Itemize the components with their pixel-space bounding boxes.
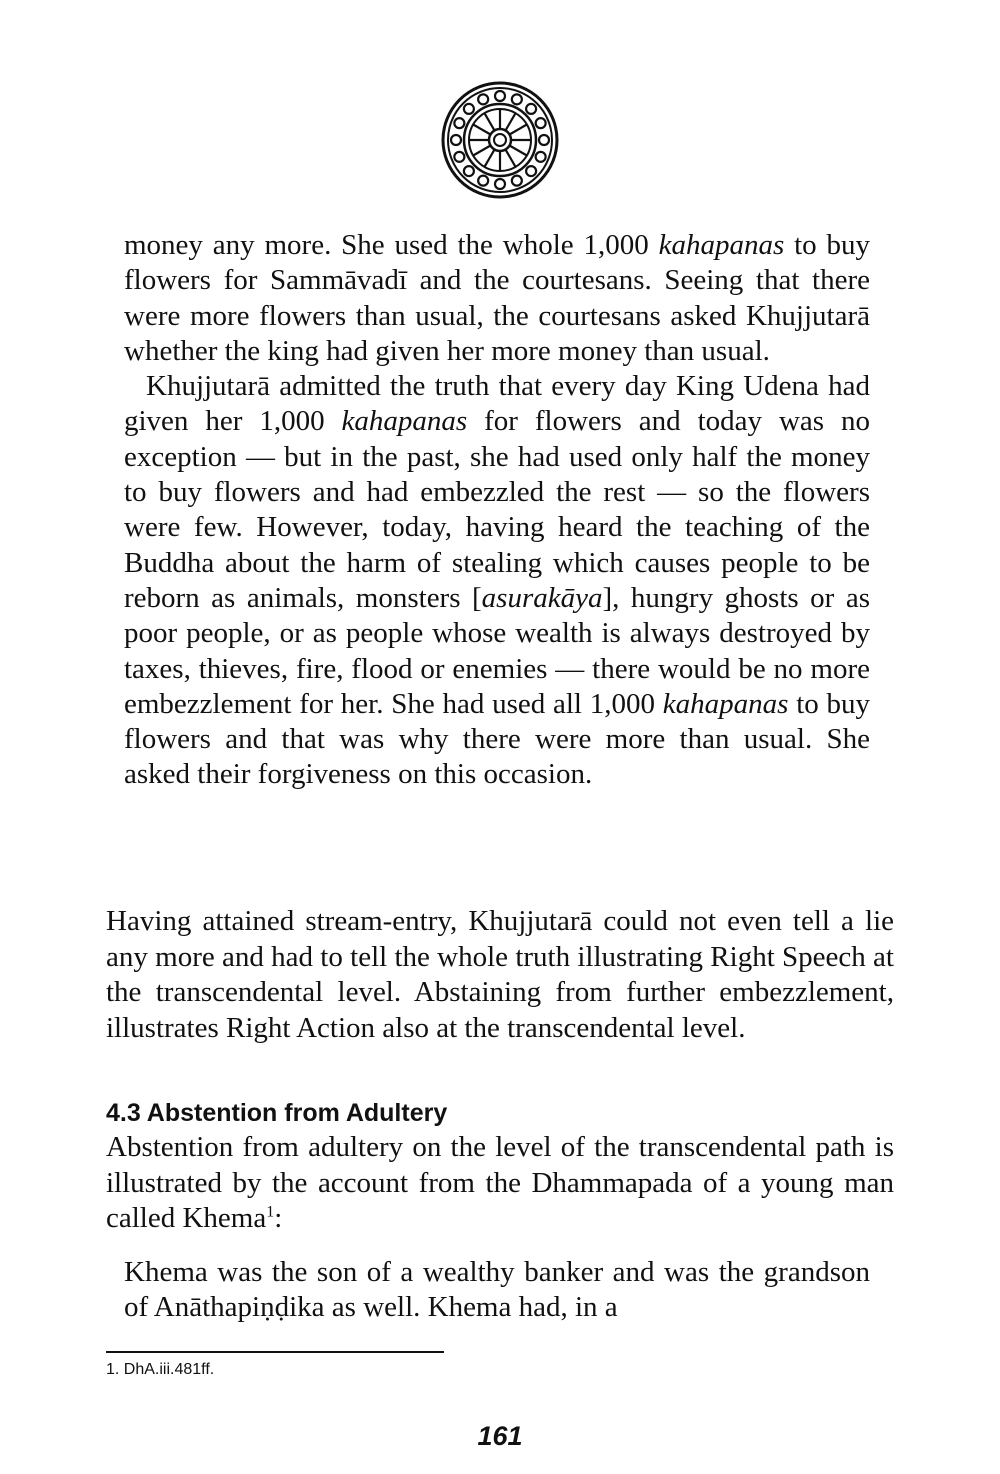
quoted-passage-1 <box>124 228 870 793</box>
pali-term: kahapanas <box>341 405 468 438</box>
dhamma-wheel-icon <box>440 80 560 200</box>
paragraph: Having attained stream-entry, Khujjutarā could not even tell a lie any more and had to tell the whole truth illustrating Right Speech at the transcendental level. Abstaining from further embezzlement, illustrates Right Action also at the transcendental level. <box>106 905 894 1044</box>
pali-term: kahapanas <box>658 229 785 261</box>
pali-term: kahapanas <box>662 687 789 720</box>
footnote-rule <box>106 1351 444 1353</box>
footnote-ref: 1 <box>266 1203 275 1221</box>
text-run: for flowers and today was no exception — but in the past, she had used only half the money to buy flowers and had embezzled the rest — so the flowers were few. However, today, having heard the teaching of the Buddha about the harm of stealing which causes people to be reborn as animals, monsters [ <box>124 405 870 614</box>
text-run: money any more. She used the whole 1,000 <box>124 229 659 261</box>
page-number: 161 <box>477 1421 523 1451</box>
paragraph <box>124 369 870 793</box>
text-run: ], hungry ghosts or as poor people, or as people whose wealth is always destroyed by taxes, thieves, fire, flood or enemies — there would be no more embezzlement for her. She had used all 1,000 <box>124 581 870 720</box>
pali-term: asurakāya <box>481 581 603 614</box>
text-run: : <box>274 1202 283 1235</box>
quoted-passage-2 <box>124 1255 870 1326</box>
paragraph <box>106 1130 894 1237</box>
section-intro <box>106 1130 894 1237</box>
text-run: to buy flowers and that was why there were more than usual. She asked their forgiveness on this occasion. <box>124 687 871 791</box>
paragraph: Khema was the son of a wealthy banker and was the grandson of Anāthapiṇḍika as well. Khema had, in a <box>124 1256 870 1324</box>
text-run: Abstention from adultery on the level of the transcendental path is illustrated by the account from the Dhammapada of a young man called Khema <box>106 1131 894 1235</box>
section-heading: 4.3 Abstention from Adultery <box>106 1099 448 1127</box>
text-run: to buy flowers for Sammāvadī and the courtesans. Seeing that there were more flowers than usual, the courtesans asked Khujjutarā whether the king had given her more money than usual. <box>124 229 871 367</box>
body-paragraph <box>106 904 894 1046</box>
text-run: Khujjutarā admitted the truth that every day King Udena had given her 1,000 <box>124 370 870 438</box>
footnote: 1. DhA.iii.481ff. <box>106 1361 215 1378</box>
paragraph <box>124 228 870 369</box>
